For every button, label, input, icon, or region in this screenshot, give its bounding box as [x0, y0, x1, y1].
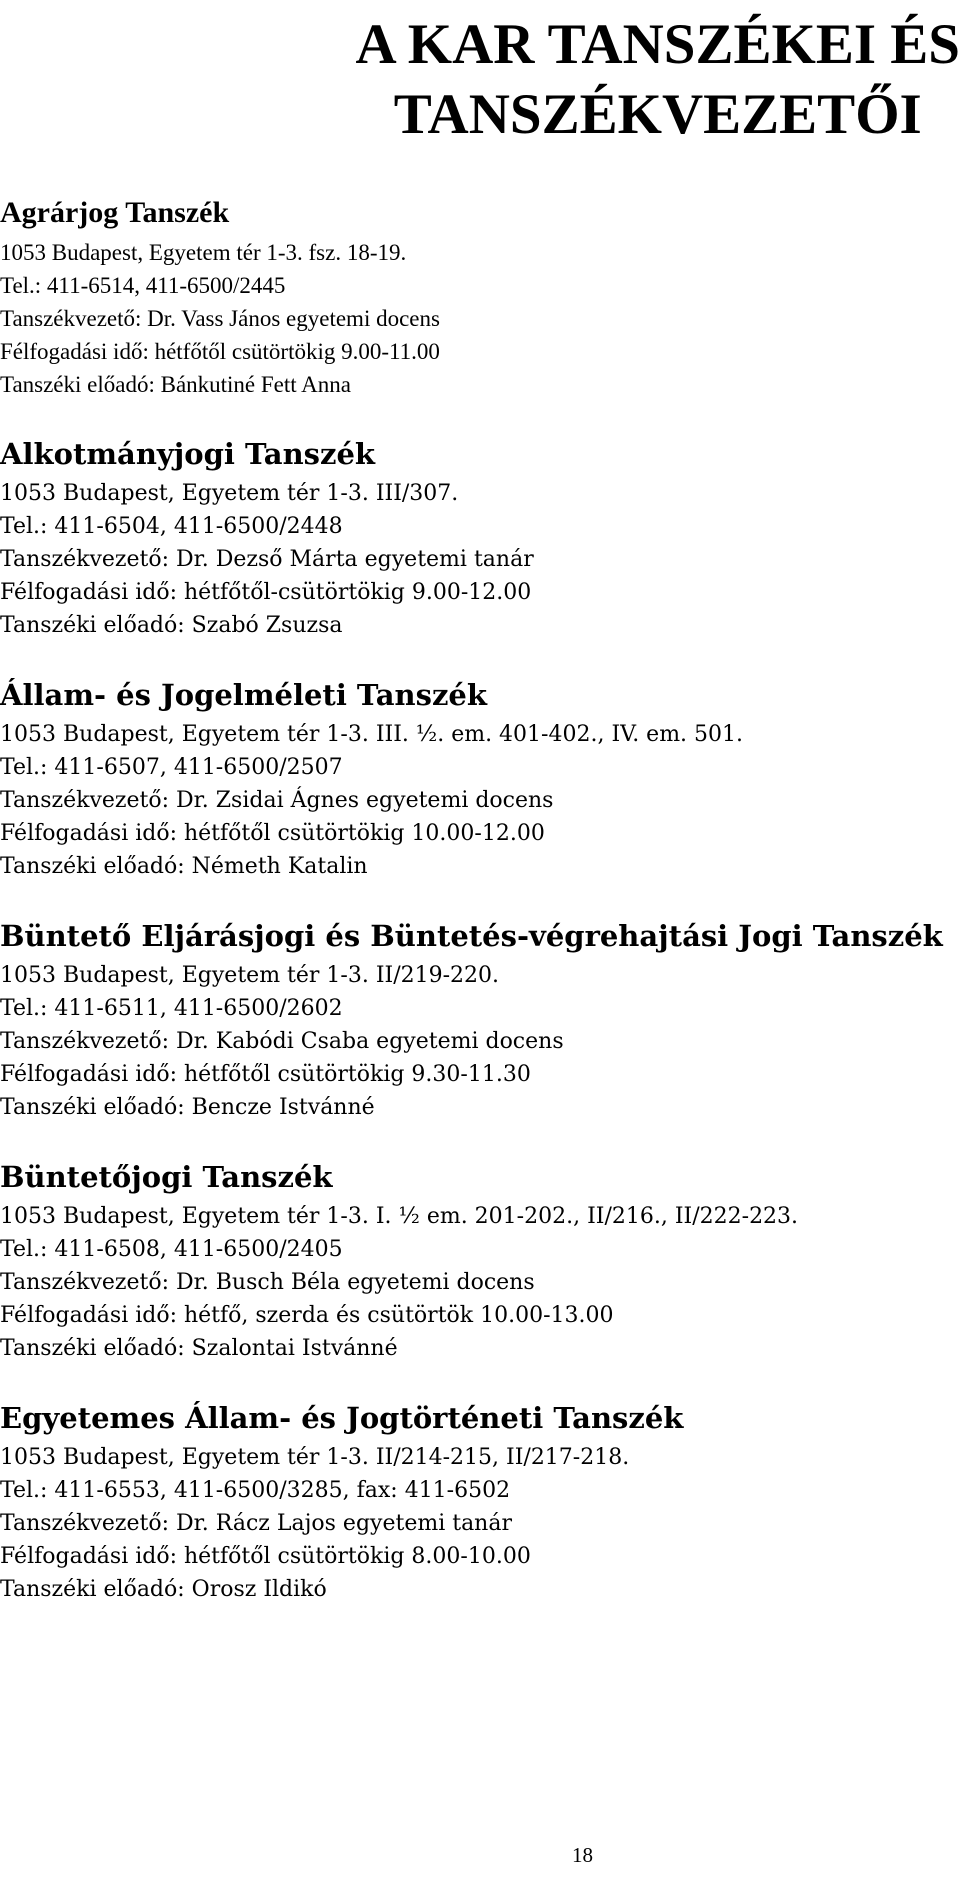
department-administrator: Tanszéki előadó: Szabó Zsuzsa — [0, 613, 343, 638]
department-office-hours: Félfogadási idő: hétfő, szerda és csütörtök 10.00-13.00 — [0, 1303, 614, 1328]
department-name: Agrárjog Tanszék — [0, 196, 230, 229]
page-title-line-2: TANSZÉKVEZETŐI — [393, 83, 922, 146]
department-head: Tanszékvezető: Dr. Dezső Márta egyetemi tanár — [0, 547, 534, 572]
department-agrarjog — [0, 194, 960, 401]
department-buntetojogi — [0, 1158, 960, 1365]
department-administrator: Tanszéki előadó: Bencze Istvánné — [0, 1095, 375, 1120]
department-head: Tanszékvezető: Dr. Zsidai Ágnes egyetemi docens — [0, 788, 554, 813]
department-address: 1053 Budapest, Egyetem tér 1-3. fsz. 18-19. — [0, 240, 407, 265]
page-title — [355, 10, 960, 150]
department-phone: Tel.: 411-6514, 411-6500/2445 — [0, 273, 286, 298]
department-head: Tanszékvezető: Dr. Rácz Lajos egyetemi tanár — [0, 1511, 512, 1536]
department-phone: Tel.: 411-6504, 411-6500/2448 — [0, 514, 343, 539]
department-phone: Tel.: 411-6511, 411-6500/2602 — [0, 996, 343, 1021]
department-address: 1053 Budapest, Egyetem tér 1-3. I. ½ em. 201-202., II/216., II/222-223. — [0, 1204, 799, 1229]
department-address: 1053 Budapest, Egyetem tér 1-3. II/219-220. — [0, 963, 500, 988]
department-office-hours: Félfogadási idő: hétfőtől-csütörtökig 9.00-12.00 — [0, 580, 532, 605]
department-head: Tanszékvezető: Dr. Busch Béla egyetemi docens — [0, 1270, 535, 1295]
department-list — [0, 194, 960, 1640]
department-address: 1053 Budapest, Egyetem tér 1-3. II/214-215, II/217-218. — [0, 1445, 630, 1470]
department-head: Tanszékvezető: Dr. Vass János egyetemi docens — [0, 306, 440, 331]
department-administrator: Tanszéki előadó: Bánkutiné Fett Anna — [0, 372, 351, 397]
department-phone: Tel.: 411-6507, 411-6500/2507 — [0, 755, 343, 780]
department-address: 1053 Budapest, Egyetem tér 1-3. III/307. — [0, 481, 459, 506]
department-phone: Tel.: 411-6553, 411-6500/3285, fax: 411-6502 — [0, 1478, 511, 1503]
department-address: 1053 Budapest, Egyetem tér 1-3. III. ½. em. 401-402., IV. em. 501. — [0, 722, 744, 747]
department-office-hours: Félfogadási idő: hétfőtől csütörtökig 9.30-11.30 — [0, 1062, 531, 1087]
department-name: Állam- és Jogelméleti Tanszék — [0, 678, 487, 712]
department-allam-es-jogelmeleti — [0, 676, 960, 883]
department-phone: Tel.: 411-6508, 411-6500/2405 — [0, 1237, 343, 1262]
department-bunteto-eljarasjogi — [0, 917, 960, 1124]
department-office-hours: Félfogadási idő: hétfőtől csütörtökig 8.00-10.00 — [0, 1544, 531, 1569]
department-name: Büntetőjogi Tanszék — [0, 1160, 333, 1194]
department-administrator: Tanszéki előadó: Szalontai Istvánné — [0, 1336, 398, 1361]
department-name: Büntető Eljárásjogi és Büntetés-végrehajtási Jogi Tanszék — [0, 919, 943, 953]
department-administrator: Tanszéki előadó: Orosz Ildikó — [0, 1577, 327, 1602]
page-number: 18 — [572, 1843, 593, 1867]
department-office-hours: Félfogadási idő: hétfőtől csütörtökig 10.00-12.00 — [0, 821, 545, 846]
department-name: Egyetemes Állam- és Jogtörténeti Tanszék — [0, 1401, 684, 1435]
department-egyetemes-jogtorteneti — [0, 1399, 960, 1606]
department-administrator: Tanszéki előadó: Németh Katalin — [0, 854, 368, 879]
page-title-line-1: A KAR TANSZÉKEI ÉS — [355, 13, 960, 76]
department-office-hours: Félfogadási idő: hétfőtől csütörtökig 9.00-11.00 — [0, 339, 440, 364]
department-head: Tanszékvezető: Dr. Kabódi Csaba egyetemi docens — [0, 1029, 564, 1054]
department-name: Alkotmányjogi Tanszék — [0, 437, 376, 471]
department-alkotmanyjogi — [0, 435, 960, 642]
